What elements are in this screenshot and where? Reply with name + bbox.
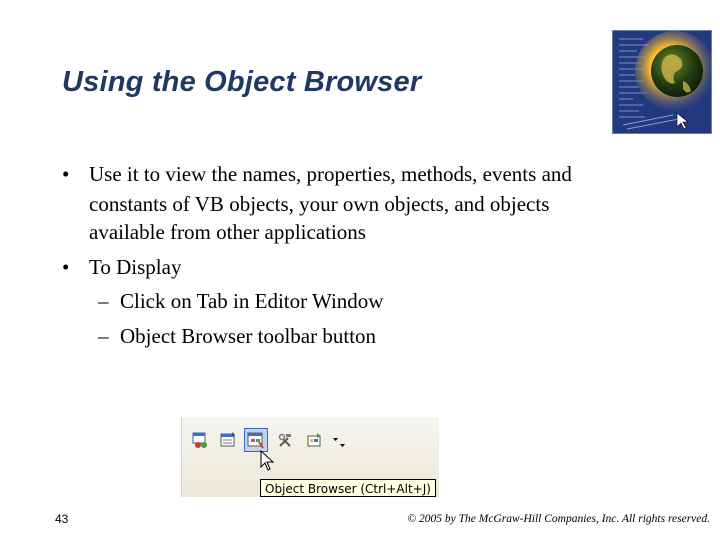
bullet-1-line-3: available from other applications	[89, 220, 366, 244]
object-browser-icon	[246, 430, 266, 450]
page-number: 43	[55, 512, 69, 526]
bullet-marker: •	[62, 255, 70, 279]
object-browser-tooltip: Object Browser (Ctrl+Alt+J)	[260, 479, 436, 497]
toolbox-icon	[276, 430, 296, 450]
control-toolbox-button[interactable]	[303, 428, 327, 452]
toolbar-screenshot	[181, 417, 439, 497]
project-explorer-icon	[191, 430, 211, 450]
subitem-1-text: Click on Tab in Editor Window	[120, 289, 384, 313]
copyright-notice: © 2005 by The McGraw-Hill Companies, Inc. All rights reserved.	[407, 513, 710, 525]
properties-window-icon	[218, 430, 238, 450]
subitem-2-text: Object Browser toolbar button	[120, 324, 377, 348]
subitem-marker: –	[98, 289, 109, 313]
object-browser-button[interactable]	[244, 428, 268, 452]
subitem-marker: –	[98, 324, 109, 348]
dropdown-arrow-icon	[329, 430, 349, 450]
project-explorer-button[interactable]	[189, 428, 213, 452]
mouse-pointer-icon	[260, 450, 276, 472]
toolbox-button[interactable]	[274, 428, 298, 452]
bullet-marker: •	[62, 162, 70, 186]
toolbar-options-dropdown[interactable]	[328, 428, 350, 452]
globe-image	[612, 30, 712, 134]
bullet-1-line-2: constants of VB objects, your own objects, and objects	[89, 192, 550, 216]
slide-title: Using the Object Browser	[62, 66, 422, 98]
control-toolbox-icon	[305, 430, 325, 450]
bullet-1-line-1: Use it to view the names, properties, methods, events and	[89, 162, 572, 186]
bullet-2-line-1: To Display	[89, 255, 182, 279]
properties-window-button[interactable]	[216, 428, 240, 452]
